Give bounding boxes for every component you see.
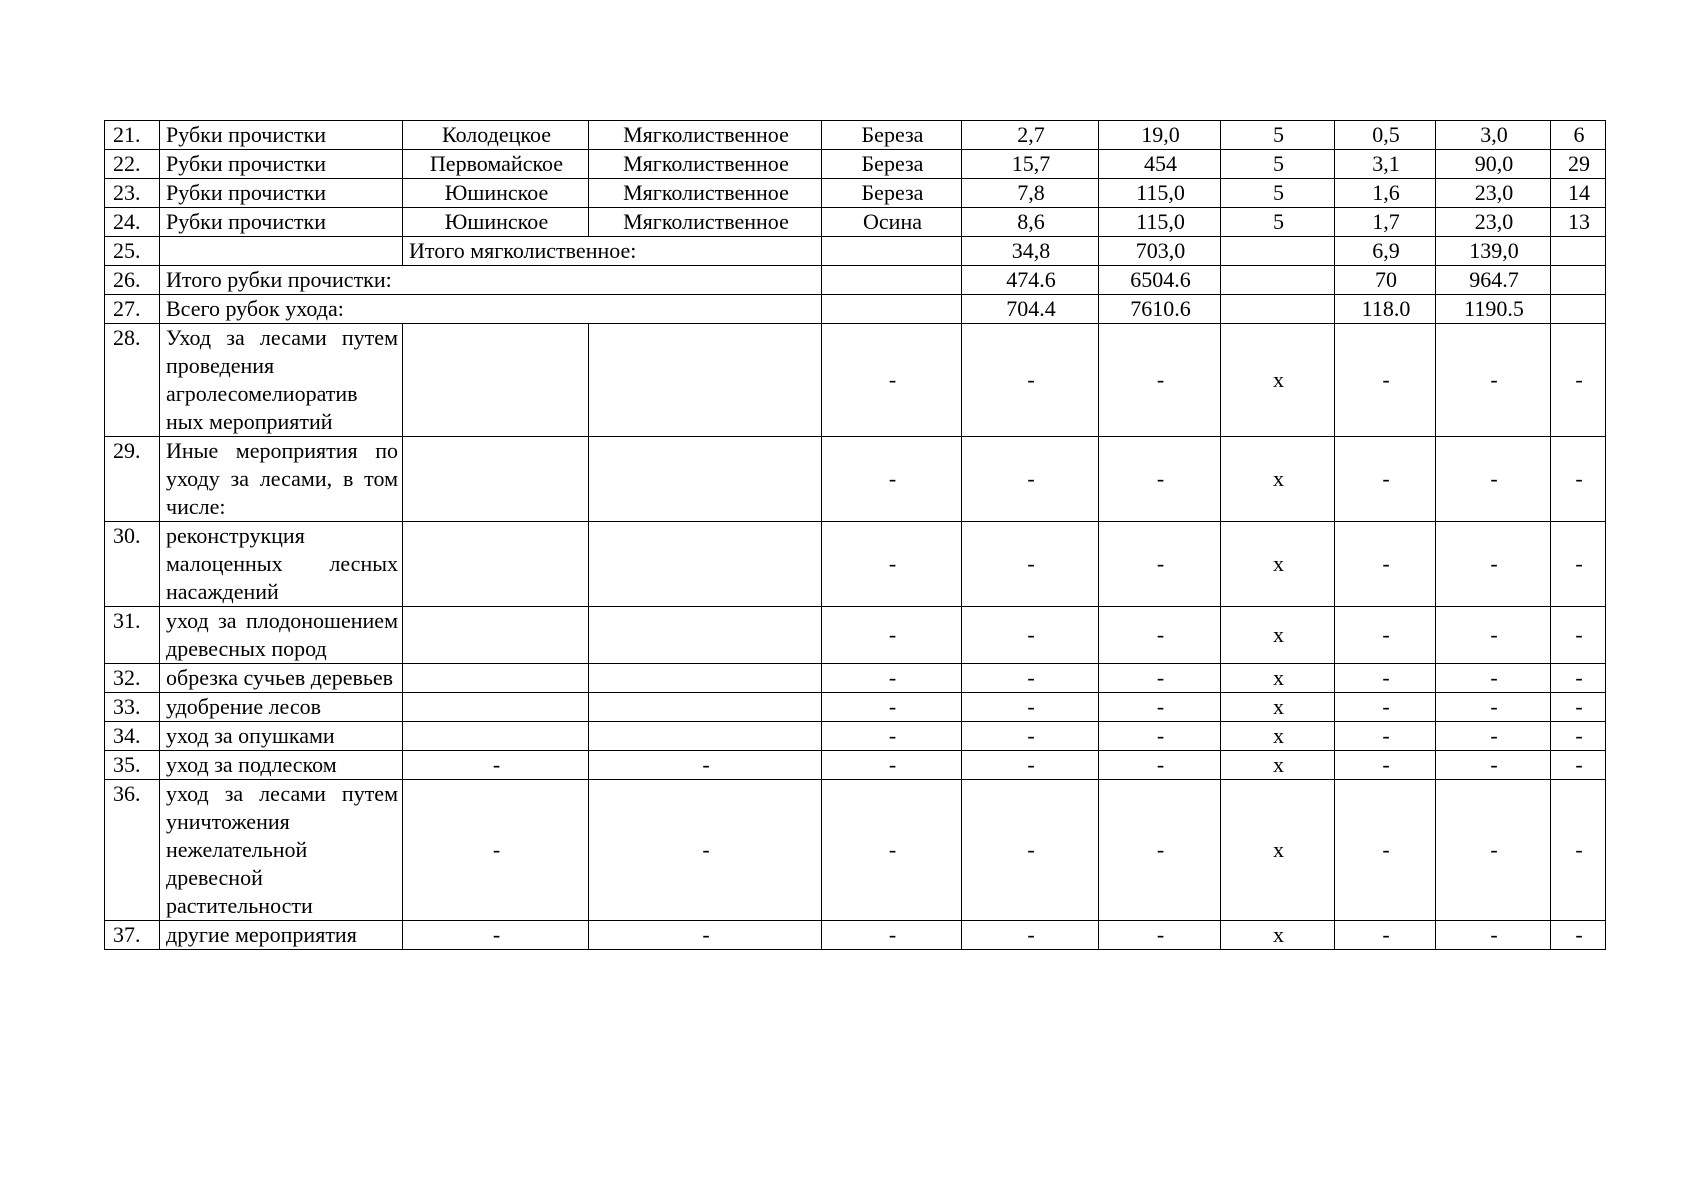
forestry-district — [403, 607, 589, 664]
period-value: х — [1221, 751, 1335, 780]
tree-species: Береза — [822, 150, 962, 179]
tree-species: - — [822, 522, 962, 607]
forestry-district: - — [403, 921, 589, 950]
empty-cell — [1221, 295, 1335, 324]
table-row — [105, 121, 1606, 150]
volume-value: - — [1099, 522, 1221, 607]
row-number: 22. — [105, 150, 160, 179]
annual-area-value: - — [1335, 607, 1436, 664]
row-number: 21. — [105, 121, 160, 150]
extra-value: - — [1551, 751, 1606, 780]
forestry-district — [403, 722, 589, 751]
empty-cell — [822, 295, 962, 324]
table-row — [105, 921, 1606, 950]
tree-species: - — [822, 921, 962, 950]
volume-value: 115,0 — [1099, 179, 1221, 208]
table-row — [105, 693, 1606, 722]
annual-volume-value: - — [1436, 693, 1551, 722]
table-row — [105, 607, 1606, 664]
farm-section — [589, 324, 822, 437]
subtotal-label: Итого рубки прочистки: — [160, 266, 822, 295]
activity-name: удобрение лесов — [160, 693, 403, 722]
extra-value: - — [1551, 664, 1606, 693]
farm-section: Мягколиственное — [589, 150, 822, 179]
farm-section: Мягколиственное — [589, 208, 822, 237]
volume-value: - — [1099, 607, 1221, 664]
empty-cell — [1221, 266, 1335, 295]
volume-value: 454 — [1099, 150, 1221, 179]
subtotal-label: Итого мягколиственное: — [403, 237, 822, 266]
row-number: 27. — [105, 295, 160, 324]
row-number: 32. — [105, 664, 160, 693]
annual-area-value: - — [1335, 664, 1436, 693]
farm-section — [589, 437, 822, 522]
period-value: х — [1221, 607, 1335, 664]
period-value: х — [1221, 693, 1335, 722]
subtotal-row — [105, 266, 1606, 295]
annual-area-value: - — [1335, 751, 1436, 780]
extra-value: - — [1551, 780, 1606, 921]
farm-section — [589, 664, 822, 693]
volume-value: - — [1099, 693, 1221, 722]
empty-cell — [822, 266, 962, 295]
extra-value: - — [1551, 607, 1606, 664]
row-number: 35. — [105, 751, 160, 780]
area-value: - — [962, 437, 1099, 522]
forestry-district — [403, 693, 589, 722]
annual-volume-value: - — [1436, 722, 1551, 751]
extra-value: - — [1551, 921, 1606, 950]
volume-value: - — [1099, 437, 1221, 522]
table-row — [105, 324, 1606, 437]
annual-volume-value: - — [1436, 780, 1551, 921]
activity-name: уход за лесами путем уничтожения нежелательной древесной растительности — [160, 780, 403, 921]
extra-value: - — [1551, 437, 1606, 522]
annual-area-value: - — [1335, 522, 1436, 607]
annual-volume-value: 139,0 — [1436, 237, 1551, 266]
volume-value: - — [1099, 324, 1221, 437]
extra-value: 14 — [1551, 179, 1606, 208]
period-value: х — [1221, 722, 1335, 751]
period-value: х — [1221, 780, 1335, 921]
farm-section: - — [589, 751, 822, 780]
activity-name: обрезка сучьев деревьев — [160, 664, 403, 693]
annual-volume-value: - — [1436, 751, 1551, 780]
area-value: - — [962, 751, 1099, 780]
farm-section: Мягколиственное — [589, 121, 822, 150]
forestry-district: Первомайское — [403, 150, 589, 179]
annual-area-value: 118.0 — [1335, 295, 1436, 324]
volume-value: 703,0 — [1099, 237, 1221, 266]
period-value: х — [1221, 921, 1335, 950]
annual-volume-value: - — [1436, 921, 1551, 950]
forestry-district: Колодецкое — [403, 121, 589, 150]
annual-area-value: - — [1335, 324, 1436, 437]
activity-name: Уход за лесами путем проведения агролесомелиоратив ных мероприятий — [160, 324, 403, 437]
empty-cell — [1551, 237, 1606, 266]
row-number: 29. — [105, 437, 160, 522]
annual-volume-value: 23,0 — [1436, 208, 1551, 237]
table-row — [105, 522, 1606, 607]
farm-section — [589, 693, 822, 722]
empty-cell — [1551, 295, 1606, 324]
extra-value: - — [1551, 722, 1606, 751]
farm-section — [589, 607, 822, 664]
row-number: 24. — [105, 208, 160, 237]
area-value: 8,6 — [962, 208, 1099, 237]
row-number: 37. — [105, 921, 160, 950]
area-value: - — [962, 921, 1099, 950]
farm-section: Мягколиственное — [589, 179, 822, 208]
volume-value: - — [1099, 722, 1221, 751]
table-row — [105, 722, 1606, 751]
extra-value: 6 — [1551, 121, 1606, 150]
annual-area-value: - — [1335, 693, 1436, 722]
tree-species: - — [822, 693, 962, 722]
activity-name: Рубки прочистки — [160, 179, 403, 208]
volume-value: - — [1099, 780, 1221, 921]
period-value: х — [1221, 664, 1335, 693]
empty-cell — [160, 237, 403, 266]
area-value: - — [962, 693, 1099, 722]
annual-volume-value: - — [1436, 437, 1551, 522]
area-value: - — [962, 722, 1099, 751]
volume-value: - — [1099, 921, 1221, 950]
farm-section — [589, 722, 822, 751]
empty-cell — [822, 237, 962, 266]
period-value: 5 — [1221, 150, 1335, 179]
other-activities-body — [105, 324, 1606, 950]
annual-area-value: - — [1335, 437, 1436, 522]
empty-cell — [1551, 266, 1606, 295]
farm-section — [589, 522, 822, 607]
annual-area-value: - — [1335, 780, 1436, 921]
forestry-district — [403, 437, 589, 522]
annual-area-value: 1,7 — [1335, 208, 1436, 237]
table-row — [105, 150, 1606, 179]
volume-value: 19,0 — [1099, 121, 1221, 150]
total-row — [105, 295, 1606, 324]
extra-value: - — [1551, 693, 1606, 722]
annual-area-value: - — [1335, 722, 1436, 751]
volume-value: - — [1099, 664, 1221, 693]
activity-name: уход за плодоношением древесных пород — [160, 607, 403, 664]
farm-section: - — [589, 921, 822, 950]
annual-area-value: 3,1 — [1335, 150, 1436, 179]
row-number: 26. — [105, 266, 160, 295]
table-row — [105, 751, 1606, 780]
period-value: 5 — [1221, 121, 1335, 150]
forest-care-table — [104, 120, 1606, 950]
table-row — [105, 179, 1606, 208]
area-value: - — [962, 664, 1099, 693]
annual-volume-value: 964.7 — [1436, 266, 1551, 295]
annual-area-value: 0,5 — [1335, 121, 1436, 150]
annual-volume-value: - — [1436, 664, 1551, 693]
area-value: 474.6 — [962, 266, 1099, 295]
activity-name: реконструкция малоценных лесных насаждений — [160, 522, 403, 607]
annual-volume-value: - — [1436, 522, 1551, 607]
annual-area-value: 70 — [1335, 266, 1436, 295]
activity-name: уход за подлеском — [160, 751, 403, 780]
annual-volume-value: 1190.5 — [1436, 295, 1551, 324]
tree-species: - — [822, 751, 962, 780]
extra-value: 13 — [1551, 208, 1606, 237]
area-value: - — [962, 780, 1099, 921]
tree-species: - — [822, 607, 962, 664]
tree-species: - — [822, 437, 962, 522]
tree-species: Осина — [822, 208, 962, 237]
table-row — [105, 208, 1606, 237]
activity-name: Рубки прочистки — [160, 208, 403, 237]
table-row — [105, 780, 1606, 921]
tree-species: Береза — [822, 179, 962, 208]
row-number: 30. — [105, 522, 160, 607]
row-number: 34. — [105, 722, 160, 751]
forestry-district: Юшинское — [403, 208, 589, 237]
tree-species: - — [822, 780, 962, 921]
period-value: х — [1221, 324, 1335, 437]
table-row — [105, 437, 1606, 522]
total-label: Всего рубок ухода: — [160, 295, 822, 324]
tree-species: - — [822, 722, 962, 751]
period-value: 5 — [1221, 208, 1335, 237]
activity-name: Рубки прочистки — [160, 150, 403, 179]
forestry-district — [403, 664, 589, 693]
volume-value: - — [1099, 751, 1221, 780]
forestry-district: - — [403, 780, 589, 921]
row-number: 36. — [105, 780, 160, 921]
area-value: - — [962, 324, 1099, 437]
tree-species: Береза — [822, 121, 962, 150]
activity-name: Рубки прочистки — [160, 121, 403, 150]
extra-value: 29 — [1551, 150, 1606, 179]
forestry-district: - — [403, 751, 589, 780]
period-value: х — [1221, 437, 1335, 522]
volume-value: 6504.6 — [1099, 266, 1221, 295]
tree-species: - — [822, 324, 962, 437]
annual-volume-value: - — [1436, 607, 1551, 664]
row-number: 23. — [105, 179, 160, 208]
row-number: 25. — [105, 237, 160, 266]
period-value: х — [1221, 522, 1335, 607]
table-row — [105, 664, 1606, 693]
extra-value: - — [1551, 324, 1606, 437]
tree-species: - — [822, 664, 962, 693]
area-value: 2,7 — [962, 121, 1099, 150]
area-value: 704.4 — [962, 295, 1099, 324]
annual-area-value: 6,9 — [1335, 237, 1436, 266]
activity-name: уход за опушками — [160, 722, 403, 751]
annual-volume-value: - — [1436, 324, 1551, 437]
activity-name: Иные мероприятия по уходу за лесами, в том числе: — [160, 437, 403, 522]
annual-area-value: 1,6 — [1335, 179, 1436, 208]
subtotal-row — [105, 237, 1606, 266]
annual-volume-value: 90,0 — [1436, 150, 1551, 179]
volume-value: 7610.6 — [1099, 295, 1221, 324]
activity-name: другие мероприятия — [160, 921, 403, 950]
extra-value: - — [1551, 522, 1606, 607]
area-value: 7,8 — [962, 179, 1099, 208]
annual-volume-value: 3,0 — [1436, 121, 1551, 150]
area-value: 34,8 — [962, 237, 1099, 266]
area-value: 15,7 — [962, 150, 1099, 179]
period-value: 5 — [1221, 179, 1335, 208]
annual-volume-value: 23,0 — [1436, 179, 1551, 208]
volume-value: 115,0 — [1099, 208, 1221, 237]
farm-section: - — [589, 780, 822, 921]
row-number: 31. — [105, 607, 160, 664]
forestry-district — [403, 522, 589, 607]
empty-cell — [1221, 237, 1335, 266]
annual-area-value: - — [1335, 921, 1436, 950]
area-value: - — [962, 607, 1099, 664]
row-number: 28. — [105, 324, 160, 437]
forestry-district: Юшинское — [403, 179, 589, 208]
area-value: - — [962, 522, 1099, 607]
forestry-district — [403, 324, 589, 437]
row-number: 33. — [105, 693, 160, 722]
